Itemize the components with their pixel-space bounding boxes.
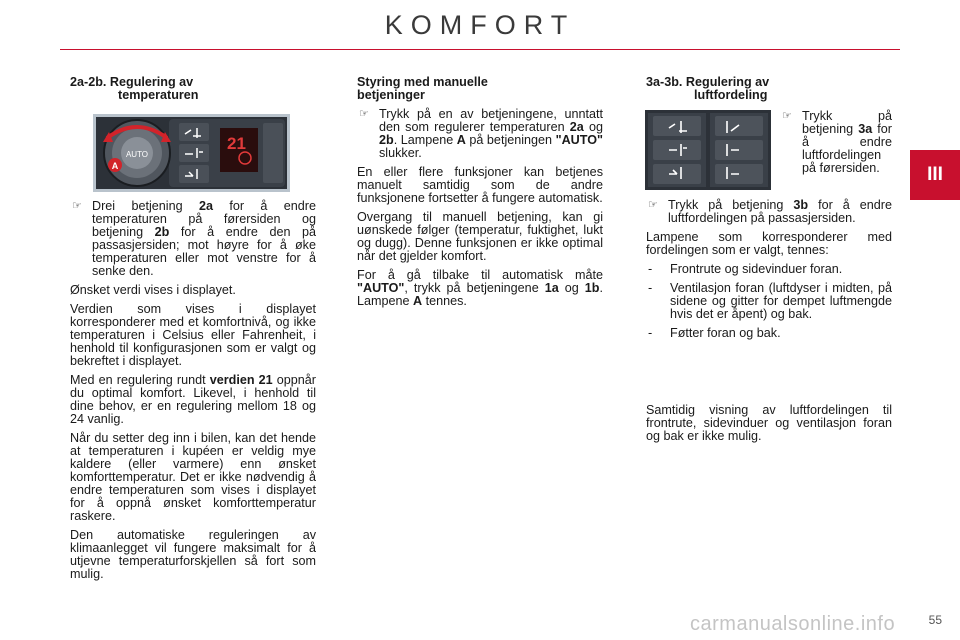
list-item	[646, 263, 892, 276]
temperature-display: 21	[227, 134, 246, 153]
text: , trykk på betjeningene	[404, 281, 545, 295]
text: for å endre luftfordelingen på førersiden.	[802, 122, 892, 175]
key-3b: 3b	[793, 198, 809, 212]
text: oppnår du optimal komfort. Likevel, i henhold til dine behov, er en regulering mellom 18 og 24 vanlig.	[70, 373, 316, 426]
text: for å endre den på passasjersiden; mot høyre for å øke temperaturen eller mot venstre for å senke den.	[92, 225, 316, 278]
heading-line2: temperaturen	[118, 88, 199, 102]
section-heading-temperature	[70, 76, 316, 102]
text: Trykk på en av betjeningene, unntatt den som regulerer temperaturen	[379, 107, 603, 134]
text: Med en regulering rundt	[70, 373, 210, 387]
key-2a: 2a	[569, 120, 584, 134]
section-heading-air	[646, 76, 892, 102]
text: For å gå tilbake til automatisk måte	[357, 268, 603, 282]
text: . Lampene	[393, 133, 457, 147]
text: Frontrute og sidevinduer foran.	[670, 262, 843, 276]
heading-number: 2a-2b.	[70, 75, 107, 89]
text: og	[583, 120, 603, 134]
marker-a: A	[111, 161, 119, 171]
column-temperature	[70, 76, 316, 108]
column-air-distribution	[646, 76, 892, 108]
paragraph: Lampene som korresponderer med fordelingen som er valgt, tennes:	[646, 230, 892, 257]
dash-bullet: -	[648, 262, 653, 276]
air-distribution-panel-image	[645, 110, 771, 190]
auto-button-label: AUTO	[125, 150, 149, 159]
paragraph	[70, 374, 316, 426]
paragraph: Når du setter deg inn i bilen, kan det hende at temperaturen i kupéen er veldig mye kaldere (eller varmere) enn ønsket komforttemperatur. Det er ikke nødvendig å endre temperaturen som vises i displayet for å oppnå ønsket komforttemperatur raskere.	[70, 431, 316, 523]
key-2b: 2b	[379, 133, 394, 147]
page-title: KOMFORT	[384, 10, 576, 40]
paragraph: Ønsket verdi vises i displayet.	[70, 283, 236, 297]
text: Trykk på betjening	[802, 109, 892, 136]
instruction-manual	[357, 108, 603, 160]
key-a: A	[456, 133, 466, 147]
key-auto: "AUTO"	[357, 281, 405, 295]
page-number: 55	[928, 613, 942, 627]
hand-pointer-icon: ☞	[782, 110, 792, 122]
heading-line1: Regulering av	[685, 75, 770, 89]
heading-line2: betjeninger	[357, 88, 425, 102]
column-air-distribution-body	[646, 199, 892, 346]
text: Føtter foran og bak.	[670, 326, 781, 340]
heading-line1: Styring med manuelle	[357, 75, 488, 89]
dash-bullet: -	[648, 326, 653, 340]
air-distribution-note	[646, 404, 892, 449]
column-manual-controls	[357, 76, 603, 314]
instruction-3a-text	[780, 110, 892, 175]
paragraph	[357, 269, 603, 308]
text: tennes.	[422, 294, 467, 308]
paragraph: Den automatiske reguleringen av klimaanlegget vil fungere maksimalt for å utjevne temperaturforskjellen så fort som mulig.	[70, 528, 316, 581]
text: på betjeningen	[465, 133, 556, 147]
chapter-tab: III	[910, 150, 960, 200]
instruction-2a-2b	[70, 200, 316, 278]
paragraph: Overgang til manuell betjening, kan gi uønskede følger (temperatur, fuktighet, lukt og dugg). Denne funksjonen er ikke optimal når det gjelder komfort.	[357, 210, 603, 263]
key-auto: "AUTO"	[555, 133, 603, 147]
temperature-control-panel-image	[93, 114, 290, 192]
instruction-3b	[646, 199, 892, 225]
column-temperature-body	[70, 200, 316, 587]
text: slukker.	[379, 146, 422, 160]
hand-pointer-icon: ☞	[359, 108, 369, 120]
paragraph: Samtidig visning av luftfordelingen til frontrute, sidevinduer og ventilasjon foran og bak er ikke mulig.	[646, 403, 892, 443]
key-2a: 2a	[198, 199, 213, 213]
key-1a: 1a	[544, 281, 559, 295]
key-1b: 1b	[584, 281, 600, 295]
heading-number: 3a-3b.	[646, 75, 683, 89]
section-heading-manual	[357, 76, 603, 102]
key-3a: 3a	[858, 122, 873, 136]
list-item	[646, 327, 892, 340]
paragraph: En eller flere funksjoner kan betjenes manuelt samtidig som de andre funksjonene fortsetter å fungere automatisk.	[357, 165, 603, 205]
title-divider	[60, 49, 900, 50]
hand-pointer-icon: ☞	[72, 200, 82, 212]
instruction-3a	[780, 110, 892, 181]
dash-bullet: -	[648, 281, 653, 295]
paragraph: Verdien som vises i displayet korresponderer med et komfortnivå, og ikke temperaturen i Celsius eller Fahrenheit, i henhold til konfigurasjonen som er valgt og bekreftet i displayet.	[70, 302, 316, 368]
text: Drei betjening	[92, 199, 199, 213]
key-2b: 2b	[154, 225, 170, 239]
text: Trykk på betjening	[668, 198, 794, 212]
text: for å endre temperaturen på førersiden og betjening	[92, 199, 316, 239]
heading-line1: Regulering av	[109, 75, 194, 89]
key-a: A	[413, 294, 423, 308]
text: . Lampene	[357, 281, 603, 308]
watermark: carmanualsonline.info	[690, 613, 896, 635]
text: og	[558, 281, 585, 295]
text: for å endre luftfordelingen på passasjersiden.	[668, 198, 892, 225]
hand-pointer-icon: ☞	[648, 199, 658, 211]
heading-line2: luftfordeling	[694, 88, 768, 102]
list-item	[646, 282, 892, 321]
text: Ventilasjon foran (luftdyser i midten, på sidene og gitter for dempet luftmengde hvis det er åpent) og bak.	[670, 281, 892, 321]
key-value-21: verdien 21	[209, 373, 273, 387]
